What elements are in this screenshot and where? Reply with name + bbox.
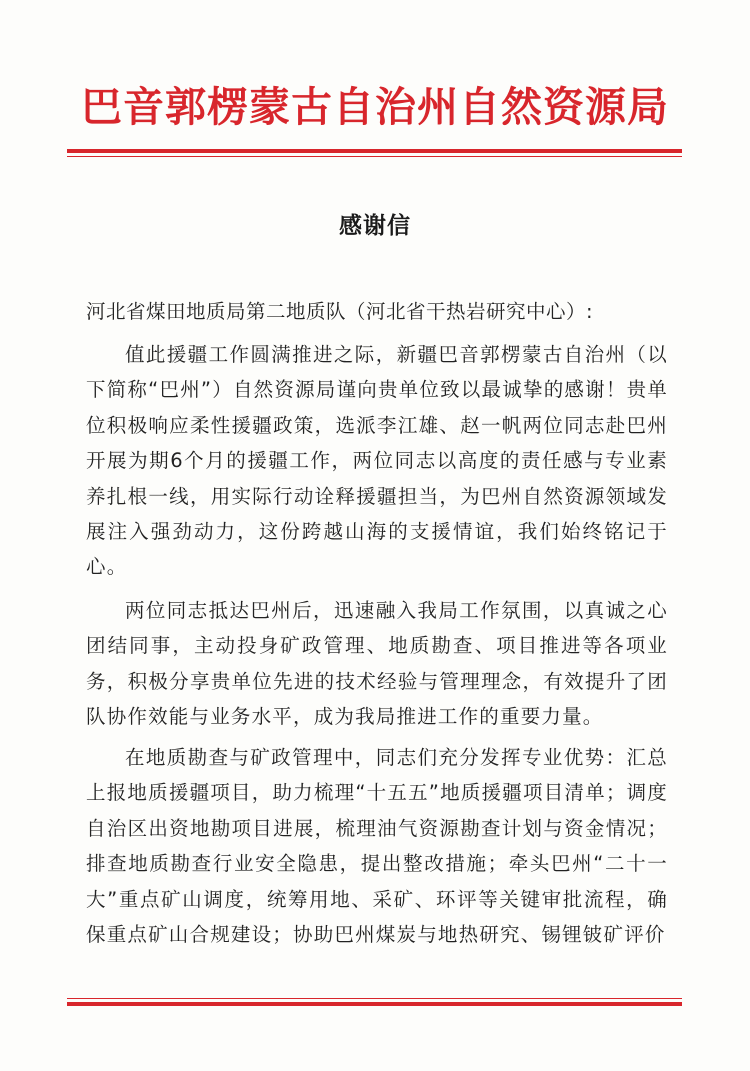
- letterhead-organization-name: 巴音郭楞蒙古自治州自然资源局: [81, 83, 669, 131]
- footer-rule-thin: [67, 998, 682, 999]
- letter-salutation: 河北省煤田地质局第二地质队（河北省干热岩研究中心）:: [86, 300, 594, 323]
- footer-rule-thick: [67, 1002, 682, 1006]
- letterhead-top-rule-thin: [67, 156, 682, 157]
- letter-title: 感谢信: [339, 213, 411, 239]
- letter-paragraph-3: 在地质勘查与矿政管理中，同志们充分发挥专业优势：汇总上报地质援疆项目，助力梳理“十五五”地质援疆项目清单；调度自治区出资地勘项目进展，梳理油气资源勘查计划与资金情况；排查地质勘查行业安全隐患，提出整改措施；牵头巴州“二十一大”重点矿山调度，统筹用地、采矿、环评等关键审批流程，确保重点矿山合规建设；协助巴州煤炭与地热研究、锡锂铍矿评价: [86, 746, 668, 947]
- letter-paragraph-2: 两位同志抵达巴州后，迅速融入我局工作氛围，以真诚之心团结同事，主动投身矿政管理、地质勘查、项目推进等各项业务，积极分享贵单位先进的技术经验与管理理念，有效提升了团队协作效能与业务水平，成为我局推进工作的重要力量。: [86, 599, 668, 729]
- letter-paragraph-1: 值此援疆工作圆满推进之际，新疆巴音郭楞蒙古自治州（以下简称“巴州”）自然资源局谨向贵单位致以最诚挚的感谢！贵单位积极响应柔性援疆政策，选派李江雄、赵一帆两位同志赴巴州开展为期6个月的援疆工作，两位同志以高度的责任感与专业素养扎根一线，用实际行动诠释援疆担当，为巴州自然资源领域发展注入强劲动力，这份跨越山海的支援情谊，我们始终铭记于心。: [86, 343, 668, 579]
- letterhead-top-rule-thick: [67, 149, 682, 153]
